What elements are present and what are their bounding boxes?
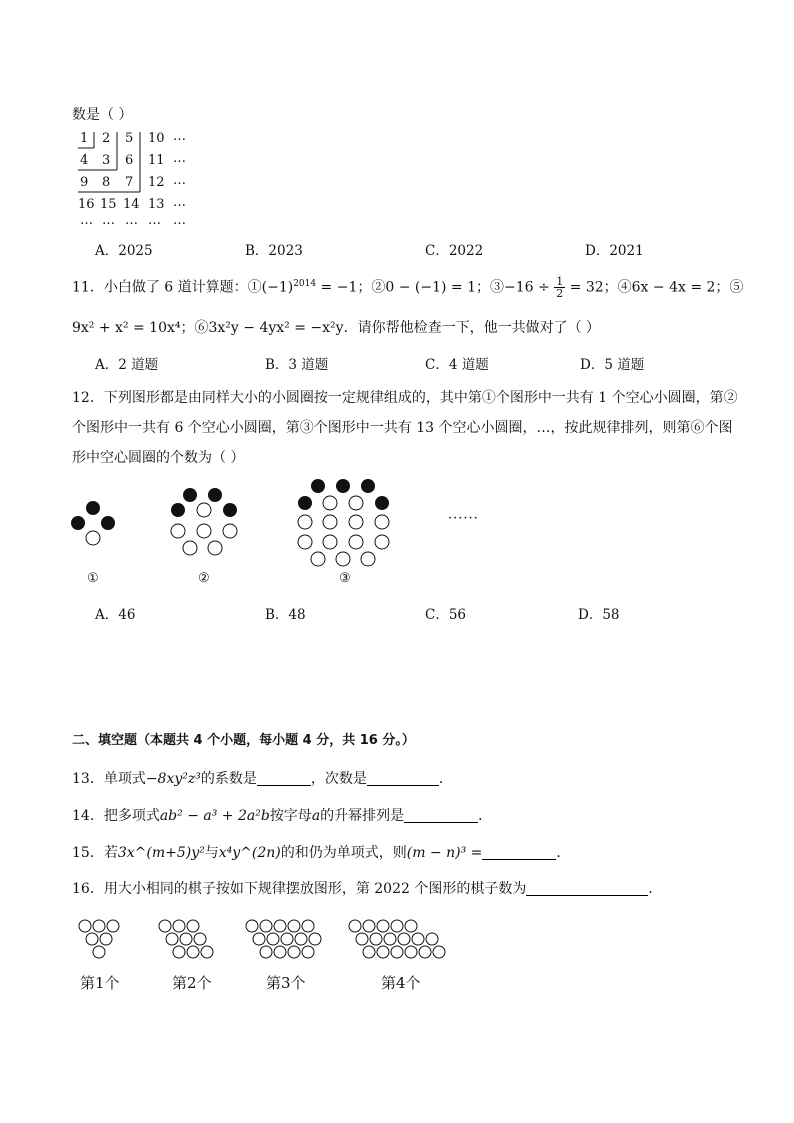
grid-cell: 12: [148, 175, 165, 190]
figure-caption-2: 第2个: [172, 974, 212, 992]
grid-cell: …: [173, 195, 186, 210]
figure-label-1: ①: [87, 571, 99, 586]
q15: [72, 842, 570, 862]
q16-text: 16．用大小相同的棋子按如下规律摆放图形，第 2022 个图形的棋子数为: [72, 881, 527, 897]
q11-text-a: 11．小白做了 6 道计算题：①: [72, 279, 262, 296]
option-b: B．3 道题: [265, 357, 329, 373]
option-d: D．5 道题: [580, 357, 645, 373]
q15-end: ．: [556, 845, 571, 861]
q11-line2: 9x² + x² = 10x⁴；⑥3x²y − 4yx² = −x²y．请你帮他检查一下，他一共做对了（ ）: [72, 320, 601, 336]
number-spiral-grid: [72, 128, 202, 230]
grid-cell: …: [173, 173, 186, 188]
q13-end: ．: [438, 771, 453, 787]
filled-circle: [101, 516, 115, 530]
pattern-ellipsis: ······: [448, 511, 479, 526]
hollow-circle: [86, 531, 100, 545]
figure-1: [71, 501, 115, 545]
q11-exponent: 2014: [293, 278, 317, 289]
grid-cell: …: [173, 129, 186, 144]
grid-cell: 14: [123, 197, 140, 212]
grid-spiral-lines: [72, 128, 202, 230]
q13-text: 的系数是: [200, 771, 257, 787]
grid-cell: 7: [125, 175, 134, 190]
figure-caption-1: 第1个: [80, 974, 120, 992]
grid-cell: …: [102, 213, 115, 228]
q12-line1: 12．下列图形都是由同样大小的小圆圈按一定规律组成的，其中第①个图形中一共有 1 个空心小圆圈，第②: [72, 390, 738, 406]
q11-power-base: (−1): [261, 279, 294, 296]
option-a: A．2025: [95, 243, 153, 259]
figure-caption-3: 第3个: [266, 974, 306, 992]
q14-end: ．: [478, 808, 493, 824]
grid-cell: 6: [125, 153, 134, 168]
q15-expression-1: 3x^(m+5)y²: [117, 845, 205, 861]
grid-cell: 13: [148, 197, 165, 212]
q14-prefix: 14．把多项式: [72, 808, 160, 824]
grid-cell: …: [173, 151, 186, 166]
answer-blank[interactable]: [526, 881, 648, 896]
grid-cell: 11: [148, 153, 165, 168]
grid-cell: 16: [78, 197, 95, 212]
chess-piece-figures: [70, 915, 450, 965]
q11-text-c: = 32；④6x − 4x = 2；⑤: [565, 279, 744, 296]
answer-blank[interactable]: [257, 771, 311, 786]
q13-text: ，次数是: [310, 771, 367, 787]
option-c: C．4 道题: [425, 357, 489, 373]
answer-blank[interactable]: [482, 845, 556, 860]
grid-cell: …: [173, 213, 186, 228]
q15-text: 的和仍为单项式，则: [280, 845, 407, 861]
q15-text: 与: [204, 845, 219, 861]
figure-3: [298, 479, 389, 566]
q13-prefix: 13．单项式: [72, 771, 146, 787]
q16-end: ．: [648, 881, 663, 897]
option-d: D．2021: [585, 243, 644, 259]
filled-circle: [71, 516, 85, 530]
fraction-numerator: 1: [556, 275, 564, 288]
figure-2: [171, 488, 237, 555]
option-b: B．48: [265, 607, 306, 623]
filled-circle: [86, 501, 100, 515]
grid-cell: 4: [80, 153, 89, 168]
option-a: A．46: [95, 607, 136, 623]
q16: [72, 878, 662, 898]
q15-expression-3: (m − n)³ =: [406, 845, 483, 861]
q14-text: 按字母: [269, 808, 312, 824]
grid-cell: …: [80, 213, 93, 228]
grid-cell: 10: [148, 131, 165, 146]
q15-expression-2: x⁴y^(2n): [218, 845, 281, 861]
grid-cell: 3: [102, 153, 111, 168]
fraction-denominator: 2: [556, 287, 564, 300]
q11-text-b: = −1；②0 − (−1) = 1；③−16 ÷: [316, 279, 555, 296]
grid-cell: 15: [100, 197, 117, 212]
q14-expression: ab² − a³ + 2a²b: [159, 808, 270, 824]
grid-cell: …: [148, 213, 161, 228]
figure-caption-4: 第4个: [381, 974, 421, 992]
option-d: D．58: [578, 607, 620, 623]
answer-blank[interactable]: [367, 771, 439, 786]
q14-text: 的升幂排列是: [320, 808, 405, 824]
figure-label-2: ②: [198, 571, 210, 586]
option-a: A．2 道题: [95, 357, 159, 373]
option-b: B．2023: [245, 243, 303, 259]
q13: [72, 768, 453, 788]
option-c: C．2022: [425, 243, 484, 259]
answer-blank[interactable]: [404, 808, 478, 823]
q12-line3: 形中空心圆圈的个数为（ ）: [72, 450, 245, 466]
q13-expression: −8xy²z³: [145, 771, 201, 787]
q10-tail: 数是（ ）: [72, 107, 133, 123]
q11-line1: [72, 276, 743, 299]
q14-variable: a: [311, 808, 321, 824]
grid-cell: 8: [102, 175, 111, 190]
section-heading: 二、填空题（本题共 4 个小题，每小题 4 分，共 16 分。）: [72, 733, 415, 748]
grid-cell: 2: [102, 131, 111, 146]
grid-cell: …: [125, 213, 138, 228]
figure-label-3: ③: [339, 571, 351, 586]
q11-fraction: [554, 276, 565, 299]
grid-cell: 5: [125, 131, 134, 146]
grid-cell: 1: [80, 131, 89, 146]
q15-prefix: 15．若: [72, 845, 118, 861]
q12-line2: 个图形中一共有 6 个空心小圆圈，第③个图形中一共有 13 个空心小圆圈，…，按此规律排列，则第⑥个图: [72, 420, 733, 436]
grid-cell: 9: [80, 175, 89, 190]
option-c: C．56: [425, 607, 467, 623]
q14: [72, 805, 492, 825]
